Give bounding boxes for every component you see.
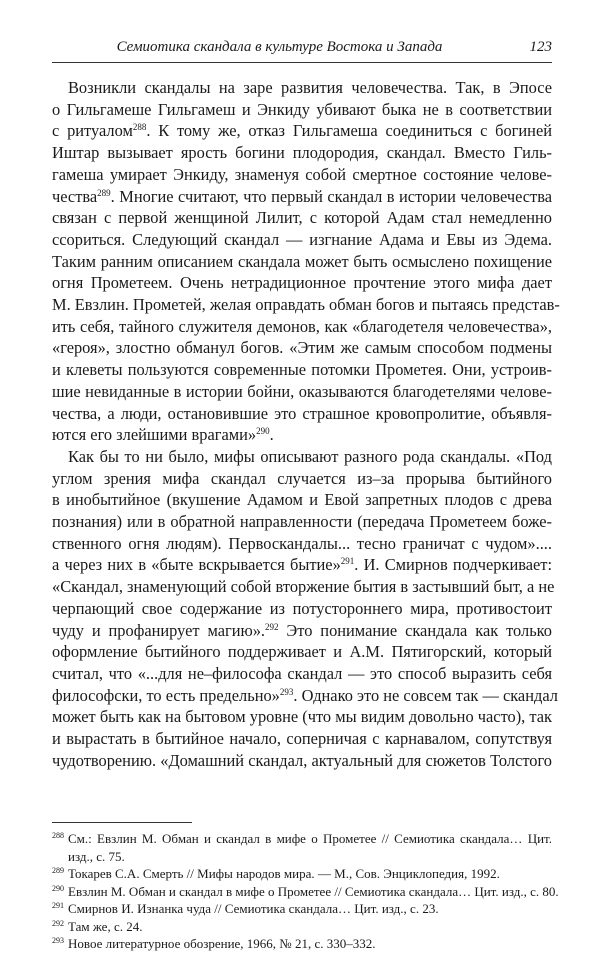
text-line: углом зрения мифа скандал случается из–за прорыва бытийного: [52, 468, 552, 488]
page-number: 123: [529, 39, 552, 55]
footnote-divider: [52, 822, 192, 823]
text-line: с ритуалом$^{288}$. К тому же, отказ Гильгамеша соединиться с богиней: [52, 121, 552, 141]
footnote-293: $^{293}$ Новое литературное обозрение, 1966, № 21, с. 330–332.: [52, 936, 376, 951]
text-line: познания) или в обратной направленности (передача Прометеем боже-: [52, 512, 552, 532]
footnote-number: 291: [52, 901, 64, 910]
text-line: оформление бытийного поддерживает и А.М. Пятигорский, который: [52, 642, 552, 662]
text-line: «героя», злостно обманул богов. «Этим же самым способом подмены: [52, 338, 552, 358]
footnote-ref-293[interactable]: 293: [279, 686, 294, 697]
text-line: Как бы то ни было, мифы описывают разного рода скандалы. «Под: [68, 446, 552, 466]
text-line: «Скандал, знаменующий собой вторжение бытия в застывший быт, а не: [52, 577, 555, 597]
footnote-288-continuation: изд., с. 75.: [68, 848, 125, 864]
text-line: Иштар вызывает ярость богини плодородия, скандал. Вместо Гиль-: [52, 143, 552, 163]
text-line: черпающий свое содержание из потустороннего мира, противостоит: [52, 598, 552, 618]
text-line: гамеша умирает Энкиду, знаменуя собой смертное состояние челове-: [52, 164, 552, 184]
text-line: философски, то есть предельно»$^{293}$. Однако это не совсем так — скандал: [52, 685, 558, 705]
text-line: связан с первой женщиной Лилит, с которой Адам стал немедленно: [52, 208, 552, 228]
footnote-290: $^{290}$ Евзлин М. Обман и скандал в мифе о Прометее // Семиотика скандала… Цит. изд., с. 80.: [52, 883, 559, 899]
text-line: чества$^{289}$. Многие считают, что первый скандал в истории человечества: [52, 186, 552, 206]
text-line: считал, что «...для не–философа скандал — это способ выразить себя: [52, 663, 552, 683]
running-header: [52, 38, 552, 63]
text-line: ственного огня людям). Первоскандалы... тесно граничат с чудом»....: [52, 533, 552, 553]
main-text: [52, 77, 560, 772]
footnote-289: $^{289}$ Токарев С.А. Смерть // Мифы народов мира. — М., Сов. Энциклопедия, 1992.: [52, 866, 500, 881]
footnote-ref-291[interactable]: 291: [340, 556, 355, 567]
text-line: чуду и профанирует магию».$^{292}$ Это понимание скандала как только: [52, 620, 552, 640]
footnote-number: 288: [52, 831, 64, 840]
text-line: огня Прометеем. Очень нетрадиционное прочтение этого мифа дает: [52, 273, 552, 293]
footnote-292: $^{292}$ Там же, с. 24.: [52, 918, 143, 934]
text-line: Возникли скандалы на заре развития человечества. Так, в Эпосе: [68, 78, 552, 97]
footnote-291: $^{291}$ Смирнов И. Изнанка чуда // Семиотика скандала… Цит. изд., с. 23.: [52, 901, 439, 916]
text-line: ются его злейшими врагами»$^{290}$.: [52, 425, 274, 445]
text-line: шие невиданные в истории бойни, оказываются благодетелями челове-: [52, 381, 552, 401]
text-line: может быть как на бытовом уровне (что мы видим довольно часто), так: [52, 707, 552, 727]
text-line: ссориться. Следующий скандал — изгнание Адама и Евы из Эдема.: [52, 229, 552, 249]
footnote-number: 292: [52, 918, 64, 928]
footnote-ref-290[interactable]: 290: [256, 426, 270, 437]
text-line: в инобытийное (вкушение Адамом и Евой запретных плодов с древа: [52, 490, 552, 510]
text-line: а через них в «быте вскрывается бытие»$^{291}$. И. Смирнов подчеркивает:: [52, 555, 552, 575]
footnote-number: 289: [52, 866, 64, 875]
footnote-number: 293: [52, 936, 64, 945]
text-line: ить себя, тайного служителя демонов, как «благодетеля человечества»,: [52, 316, 552, 336]
footnote-ref-289[interactable]: 289: [97, 187, 111, 198]
text-line: о Гильгамеше Гильгамеш и Энкиду убивают быка не в соответствии: [52, 99, 552, 119]
text-line: и вырастать в бытийное начало, соперничая с карнавалом, сопутствуя: [52, 729, 552, 749]
text-line: чества, а люди, остановившие это страшное кровопролитие, объявля-: [52, 403, 552, 423]
footnote-288: $^{288}$ См.: Евзлин М. Обман и скандал в мифе о Прометее // Семиотика скандала… Цит.: [52, 831, 552, 846]
footnote-ref-288[interactable]: 288: [132, 122, 147, 133]
footnotes: [52, 830, 559, 953]
text-line: и клеветы пользуются современные потомки Прометея. Они, устроив-: [52, 360, 552, 380]
text-line: Таким ранним описанием скандала может быть осмыслено похищение: [52, 251, 552, 271]
text-line: чудотворению. «Домашний скандал, актуальный для сюжетов Толстого: [52, 750, 552, 770]
text-line: М. Евзлин. Прометей, желая оправдать обман богов и пытаясь представ-: [52, 295, 560, 315]
footnote-number: 290: [52, 883, 64, 893]
running-title: Семиотика скандала в культуре Востока и Запада: [116, 39, 443, 55]
footnote-ref-292[interactable]: 292: [265, 621, 279, 632]
